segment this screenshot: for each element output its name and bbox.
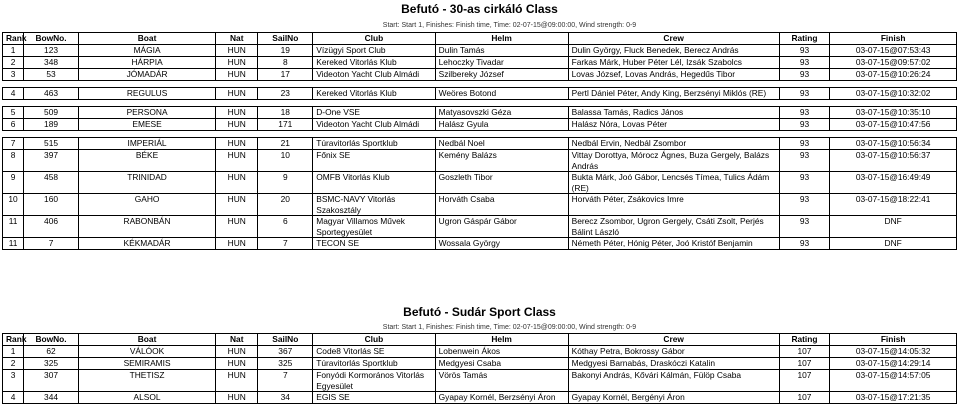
cell-helm: Ugron Gáspár Gábor [435, 216, 568, 238]
cell-finish: 03-07-15@07:53:43 [830, 45, 957, 57]
cell-boat: GAHO [78, 194, 215, 216]
table-row [3, 392, 957, 404]
cell-finish: DNF [830, 216, 957, 238]
cell-sail-no: 21 [258, 138, 313, 150]
cell-boat: JÓMADÁR [78, 69, 215, 81]
cell-bow-no: 62 [24, 346, 79, 358]
cell-nat: HUN [216, 69, 258, 81]
cell-sail-no: 10 [258, 150, 313, 172]
cell-sail-no: 19 [258, 45, 313, 57]
cell-finish: 03-07-15@10:35:10 [830, 107, 957, 119]
cell-rating: 107 [779, 346, 830, 358]
cell-bow-no: 348 [24, 57, 79, 69]
results-table-2 [2, 333, 957, 404]
cell-club: BSMC-NAVY Vitorlás Szakosztály [313, 194, 435, 216]
cell-finish: 03-07-15@10:56:34 [830, 138, 957, 150]
cell-nat: HUN [216, 194, 258, 216]
cell-crew: Pertl Dániel Péter, Andy King, Berzsényi Miklós (RE) [568, 88, 779, 100]
column-header-sail-no: SailNo [258, 334, 313, 346]
cell-finish: 03-07-15@18:22:41 [830, 194, 957, 216]
row-spacer-cell [3, 100, 957, 107]
cell-nat: HUN [216, 57, 258, 69]
cell-rank: 11 [3, 238, 24, 250]
cell-club: Fonyódi Kormorános Vitorlás Egyesület [313, 370, 435, 392]
cell-finish: 03-07-15@10:56:37 [830, 150, 957, 172]
cell-rating: 93 [779, 45, 830, 57]
cell-bow-no: 307 [24, 370, 79, 392]
cell-boat: SEMIRAMIS [78, 358, 215, 370]
table-row [3, 216, 957, 238]
cell-nat: HUN [216, 216, 258, 238]
cell-helm: Wossala György [435, 238, 568, 250]
cell-nat: HUN [216, 107, 258, 119]
column-header-sail-no: SailNo [258, 33, 313, 45]
cell-rating: 107 [779, 370, 830, 392]
cell-club: Kereked Vitorlás Klub [313, 88, 435, 100]
cell-sail-no: 23 [258, 88, 313, 100]
row-spacer-cell [3, 131, 957, 138]
cell-bow-no: 463 [24, 88, 79, 100]
cell-rating: 93 [779, 216, 830, 238]
column-header-crew: Crew [568, 33, 779, 45]
cell-finish: 03-07-15@14:29:14 [830, 358, 957, 370]
cell-finish: DNF [830, 238, 957, 250]
cell-rating: 93 [779, 69, 830, 81]
column-header-rank: Rank [3, 33, 24, 45]
cell-rating: 93 [779, 238, 830, 250]
cell-boat: PERSONA [78, 107, 215, 119]
cell-nat: HUN [216, 150, 258, 172]
cell-helm: Halász Gyula [435, 119, 568, 131]
cell-crew: Gyapay Kornél, Bergényi Áron [568, 392, 779, 404]
cell-helm: Horváth Csaba [435, 194, 568, 216]
cell-nat: HUN [216, 370, 258, 392]
cell-bow-no: 160 [24, 194, 79, 216]
cell-bow-no: 189 [24, 119, 79, 131]
cell-rank: 6 [3, 119, 24, 131]
table-row [3, 370, 957, 392]
table-header-row [3, 33, 957, 45]
cell-rating: 93 [779, 150, 830, 172]
column-header-club: Club [313, 33, 435, 45]
column-header-club: Club [313, 334, 435, 346]
table-row [3, 138, 957, 150]
cell-finish: 03-07-15@10:47:56 [830, 119, 957, 131]
cell-rating: 93 [779, 194, 830, 216]
cell-crew: Dulin György, Fluck Benedek, Berecz András [568, 45, 779, 57]
cell-bow-no: 344 [24, 392, 79, 404]
cell-sail-no: 18 [258, 107, 313, 119]
cell-crew: Vittay Dorottya, Mórocz Ágnes, Buza Gergely, Balázs András [568, 150, 779, 172]
cell-bow-no: 458 [24, 172, 79, 194]
section-title-2: Befutó - Sudár Sport Class [403, 305, 556, 319]
cell-finish: 03-07-15@10:32:02 [830, 88, 957, 100]
cell-rating: 93 [779, 57, 830, 69]
cell-crew: Nedbál Ervin, Nedbál Zsombor [568, 138, 779, 150]
cell-nat: HUN [216, 119, 258, 131]
cell-boat: VÁLÓOK [78, 346, 215, 358]
cell-boat: TRINIDAD [78, 172, 215, 194]
table-row [3, 194, 957, 216]
cell-club: Kereked Vitorlás Klub [313, 57, 435, 69]
cell-boat: RABONBÁN [78, 216, 215, 238]
column-header-rating: Rating [779, 33, 830, 45]
cell-boat: KÉKMADÁR [78, 238, 215, 250]
cell-club: EGIS SE [313, 392, 435, 404]
column-header-boat: Boat [78, 33, 215, 45]
cell-sail-no: 325 [258, 358, 313, 370]
cell-bow-no: 509 [24, 107, 79, 119]
row-spacer [3, 81, 957, 88]
cell-crew: Horváth Péter, Zsákovics Imre [568, 194, 779, 216]
table-row [3, 69, 957, 81]
column-header-nat: Nat [216, 334, 258, 346]
cell-rank: 11 [3, 216, 24, 238]
cell-rating: 107 [779, 392, 830, 404]
cell-sail-no: 171 [258, 119, 313, 131]
cell-nat: HUN [216, 346, 258, 358]
cell-club: OMFB Vitorlás Klub [313, 172, 435, 194]
cell-sail-no: 7 [258, 238, 313, 250]
cell-club: Túravitorlás Sportklub [313, 358, 435, 370]
table-row [3, 119, 957, 131]
cell-rank: 7 [3, 138, 24, 150]
cell-helm: Nedbál Noel [435, 138, 568, 150]
cell-crew: Lovas József, Lovas András, Hegedűs Tibor [568, 69, 779, 81]
cell-nat: HUN [216, 88, 258, 100]
cell-helm: Kemény Balázs [435, 150, 568, 172]
cell-boat: MÁGIA [78, 45, 215, 57]
cell-bow-no: 7 [24, 238, 79, 250]
cell-club: Videoton Yacht Club Almádi [313, 119, 435, 131]
cell-rank: 9 [3, 172, 24, 194]
table-header-row [3, 334, 957, 346]
cell-helm: Dulin Tamás [435, 45, 568, 57]
cell-rank: 2 [3, 57, 24, 69]
cell-crew: Balassa Tamás, Radics János [568, 107, 779, 119]
cell-club: Főnix SE [313, 150, 435, 172]
cell-rating: 107 [779, 358, 830, 370]
cell-crew: Medgyesi Barnabás, Draskóczi Katalin [568, 358, 779, 370]
cell-bow-no: 515 [24, 138, 79, 150]
table-row [3, 45, 957, 57]
row-spacer [3, 100, 957, 107]
cell-nat: HUN [216, 138, 258, 150]
cell-rank: 4 [3, 392, 24, 404]
cell-nat: HUN [216, 172, 258, 194]
cell-sail-no: 17 [258, 69, 313, 81]
cell-boat: THETISZ [78, 370, 215, 392]
table-row [3, 172, 957, 194]
cell-rank: 8 [3, 150, 24, 172]
cell-rank: 3 [3, 370, 24, 392]
column-header-bow-no: BowNo. [24, 334, 79, 346]
cell-rank: 5 [3, 107, 24, 119]
cell-finish: 03-07-15@14:05:32 [830, 346, 957, 358]
cell-helm: Vörös Tamás [435, 370, 568, 392]
cell-sail-no: 367 [258, 346, 313, 358]
cell-boat: REGULUS [78, 88, 215, 100]
cell-rank: 3 [3, 69, 24, 81]
column-header-boat: Boat [78, 334, 215, 346]
section-title-1: Befutó - 30-as cirkáló Class [401, 2, 558, 16]
cell-nat: HUN [216, 238, 258, 250]
cell-bow-no: 325 [24, 358, 79, 370]
cell-crew: Bakonyi András, Kővári Kálmán, Fülöp Csaba [568, 370, 779, 392]
cell-club: D-One VSE [313, 107, 435, 119]
cell-sail-no: 8 [258, 57, 313, 69]
column-header-bow-no: BowNo. [24, 33, 79, 45]
table-row [3, 238, 957, 250]
cell-finish: 03-07-15@17:21:35 [830, 392, 957, 404]
cell-sail-no: 20 [258, 194, 313, 216]
table-row [3, 358, 957, 370]
section-start-info-1: Start: Start 1, Finishes: Finish time, Time: 02-07-15@09:00:00, Wind strength: 0-9 [382, 22, 637, 29]
cell-club: TECON SE [313, 238, 435, 250]
cell-club: Videoton Yacht Club Almádi [313, 69, 435, 81]
column-header-crew: Crew [568, 334, 779, 346]
table-row [3, 88, 957, 100]
cell-sail-no: 9 [258, 172, 313, 194]
column-header-rank: Rank [3, 334, 24, 346]
cell-rating: 93 [779, 172, 830, 194]
cell-sail-no: 7 [258, 370, 313, 392]
cell-finish: 03-07-15@09:57:02 [830, 57, 957, 69]
row-spacer [3, 131, 957, 138]
cell-sail-no: 34 [258, 392, 313, 404]
cell-bow-no: 53 [24, 69, 79, 81]
cell-crew: Berecz Zsombor, Ugron Gergely, Csáti Zsolt, Perjés Bálint László [568, 216, 779, 238]
column-header-helm: Helm [435, 33, 568, 45]
cell-rank: 10 [3, 194, 24, 216]
row-spacer-cell [3, 81, 957, 88]
cell-rating: 93 [779, 107, 830, 119]
cell-crew: Németh Péter, Hónig Péter, Joó Kristóf Benjamin [568, 238, 779, 250]
table-row [3, 57, 957, 69]
cell-nat: HUN [216, 358, 258, 370]
cell-bow-no: 123 [24, 45, 79, 57]
cell-club: Vízügyi Sport Club [313, 45, 435, 57]
cell-helm: Matyasovszki Géza [435, 107, 568, 119]
cell-rating: 93 [779, 88, 830, 100]
cell-crew: Kóthay Petra, Bokrossy Gábor [568, 346, 779, 358]
column-header-helm: Helm [435, 334, 568, 346]
column-header-finish: Finish [830, 334, 957, 346]
cell-boat: IMPERIÁL [78, 138, 215, 150]
cell-boat: ALSOL [78, 392, 215, 404]
cell-crew: Bukta Márk, Joó Gábor, Lencsés Tímea, Tulics Ádám (RE) [568, 172, 779, 194]
cell-helm: Goszleth Tibor [435, 172, 568, 194]
cell-crew: Farkas Márk, Huber Péter Lél, Izsák Szabolcs [568, 57, 779, 69]
cell-finish: 03-07-15@16:49:49 [830, 172, 957, 194]
cell-sail-no: 6 [258, 216, 313, 238]
cell-helm: Lehoczky Tivadar [435, 57, 568, 69]
cell-helm: Weöres Botond [435, 88, 568, 100]
cell-rating: 93 [779, 138, 830, 150]
cell-rank: 1 [3, 346, 24, 358]
cell-crew: Halász Nóra, Lovas Péter [568, 119, 779, 131]
cell-rank: 4 [3, 88, 24, 100]
table-row [3, 107, 957, 119]
column-header-finish: Finish [830, 33, 957, 45]
cell-boat: BÉKE [78, 150, 215, 172]
cell-finish: 03-07-15@14:57:05 [830, 370, 957, 392]
cell-boat: HÁRPIA [78, 57, 215, 69]
cell-boat: EMESE [78, 119, 215, 131]
cell-rank: 2 [3, 358, 24, 370]
cell-helm: Medgyesi Csaba [435, 358, 568, 370]
cell-club: Túravitorlás Sportklub [313, 138, 435, 150]
cell-club: Code8 Vitorlás SE [313, 346, 435, 358]
cell-rank: 1 [3, 45, 24, 57]
cell-bow-no: 406 [24, 216, 79, 238]
results-table-1 [2, 32, 957, 250]
cell-bow-no: 397 [24, 150, 79, 172]
cell-finish: 03-07-15@10:26:24 [830, 69, 957, 81]
cell-nat: HUN [216, 392, 258, 404]
cell-helm: Gyapay Kornél, Berzsényi Áron [435, 392, 568, 404]
table-row [3, 346, 957, 358]
cell-nat: HUN [216, 45, 258, 57]
cell-rating: 93 [779, 119, 830, 131]
column-header-rating: Rating [779, 334, 830, 346]
cell-helm: Szilbereky József [435, 69, 568, 81]
cell-helm: Lobenwein Ákos [435, 346, 568, 358]
column-header-nat: Nat [216, 33, 258, 45]
section-start-info-2: Start: Start 1, Finishes: Finish time, Time: 02-07-15@09:00:00, Wind strength: 0-9 [382, 324, 637, 331]
table-row [3, 150, 957, 172]
cell-club: Magyar Villamos Művek Sportegyesület [313, 216, 435, 238]
